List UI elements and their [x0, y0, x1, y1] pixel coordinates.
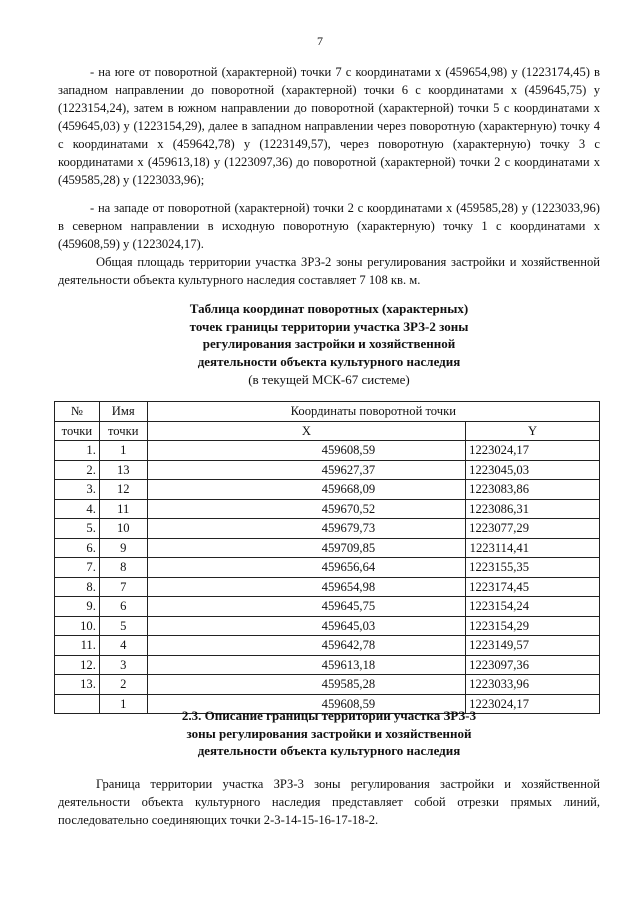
- area-text: Общая площадь территории участка ЗРЗ-2 зоны регулирования застройки и хозяйственной деятельности объекта культурного наследия составляет 7 108 кв. м.: [58, 255, 600, 287]
- table-row: [55, 597, 600, 617]
- cell-num: 9.: [55, 597, 100, 617]
- cell-name: 1: [99, 694, 147, 714]
- south-boundary-paragraph: [58, 63, 600, 189]
- cell-x: 459645,03: [147, 616, 466, 636]
- coordinates-table: [54, 401, 600, 714]
- table-title-line-3: регулирования застройки и хозяйственной: [202, 336, 456, 351]
- cell-name: 3: [99, 655, 147, 675]
- table-row: [55, 675, 600, 695]
- table-row: [55, 616, 600, 636]
- cell-num: 12.: [55, 655, 100, 675]
- cell-y: 1223154,24: [466, 597, 600, 617]
- south-boundary-text: - на юге от поворотной (характерной) точки 7 с координатами x (459654,98) y (1223174,45) в западном направлении до поворотной (характерной) точки 6 с координатами x (459645,75) y (1223154,24), затем в южном направлении до поворотной (характерной) точки 5 с координатами x (459645,03) y (1223154,29), далее в западном направлении через поворотную (характерную) точку 4 с координатами x (459642,78) y (1223149,57), через поворотную (характерную) точку 3 с координатами x (459613,18) y (1223097,36) до поворотной (характерной) точки 2 с координатами x (459585,28) y (1223033,96);: [58, 65, 600, 187]
- cell-num: 7.: [55, 558, 100, 578]
- boundary-text: Граница территории участка ЗРЗ-3 зоны регулирования застройки и хозяйственной деятельности объекта культурного наследия представляет собой отрезки прямых линий, последовательно соединяющих точки 2-3-14-15-16-17-18-2.: [58, 777, 600, 827]
- cell-num: 13.: [55, 675, 100, 695]
- cell-x: 459709,85: [147, 538, 466, 558]
- cell-num: 11.: [55, 636, 100, 656]
- cell-x: 459608,59: [147, 694, 466, 714]
- section-heading-line-3: деятельности объекта культурного наследия: [197, 743, 461, 758]
- cell-x: 459642,78: [147, 636, 466, 656]
- cell-num: 3.: [55, 480, 100, 500]
- table-subtitle: (в текущей МСК-67 системе): [248, 372, 410, 387]
- header-y: Y: [466, 421, 600, 441]
- table-title-line-1: Таблица координат поворотных (характерных): [189, 301, 469, 316]
- west-boundary-paragraph: [58, 199, 600, 253]
- cell-y: 1223154,29: [466, 616, 600, 636]
- table-row: [55, 538, 600, 558]
- cell-name: 6: [99, 597, 147, 617]
- boundary-paragraph: [58, 775, 600, 829]
- cell-y: 1223174,45: [466, 577, 600, 597]
- cell-name: 13: [99, 460, 147, 480]
- cell-num: 4.: [55, 499, 100, 519]
- cell-x: 459627,37: [147, 460, 466, 480]
- table-title-line-2: точек границы территории участка ЗРЗ-2 зоны: [189, 318, 469, 334]
- cell-y: 1223114,41: [466, 538, 600, 558]
- cell-y: 1223155,35: [466, 558, 600, 578]
- cell-x: 459613,18: [147, 655, 466, 675]
- table-row: [55, 655, 600, 675]
- section-heading-line-2: зоны регулирования застройки и хозяйственной: [186, 725, 472, 741]
- cell-y: 1223024,17: [466, 441, 600, 461]
- cell-name: 7: [99, 577, 147, 597]
- cell-x: 459645,75: [147, 597, 466, 617]
- page-number: 7: [317, 34, 323, 48]
- cell-x: 459585,28: [147, 675, 466, 695]
- cell-y: 1223077,29: [466, 519, 600, 539]
- cell-y: 1223083,86: [466, 480, 600, 500]
- cell-name: 10: [99, 519, 147, 539]
- table-row: [55, 499, 600, 519]
- cell-num: 5.: [55, 519, 100, 539]
- header-coords: Координаты поворотной точки: [147, 402, 599, 422]
- header-num-top: №: [55, 402, 100, 422]
- table-row: [55, 519, 600, 539]
- coordinates-table-body: [55, 441, 600, 714]
- section-heading: [58, 707, 600, 760]
- cell-num: 6.: [55, 538, 100, 558]
- cell-y: 1223086,31: [466, 499, 600, 519]
- table-title: [58, 300, 600, 370]
- cell-name: 4: [99, 636, 147, 656]
- west-boundary-text: - на западе от поворотной (характерной) точки 2 с координатами x (459585,28) y (1223033,96) в северном направлении в исходную поворотную (характерную) точку 1 с координатами x (459608,59) y (1223024,17).: [58, 201, 600, 251]
- table-row: [55, 480, 600, 500]
- cell-y: 1223045,03: [466, 460, 600, 480]
- cell-x: 459668,09: [147, 480, 466, 500]
- cell-num: 1.: [55, 441, 100, 461]
- header-name-top: Имя: [99, 402, 147, 422]
- cell-name: 5: [99, 616, 147, 636]
- cell-num: 2.: [55, 460, 100, 480]
- cell-name: 2: [99, 675, 147, 695]
- cell-name: 9: [99, 538, 147, 558]
- cell-x: 459670,52: [147, 499, 466, 519]
- cell-y: 1223024,17: [466, 694, 600, 714]
- table-row: [55, 441, 600, 461]
- table-title-line-4: деятельности объекта культурного наследия: [197, 353, 461, 369]
- cell-name: 12: [99, 480, 147, 500]
- cell-x: 459654,98: [147, 577, 466, 597]
- cell-name: 8: [99, 558, 147, 578]
- cell-num: 10.: [55, 616, 100, 636]
- cell-num: 8.: [55, 577, 100, 597]
- area-paragraph: [58, 253, 600, 289]
- header-num-bottom: точки: [55, 421, 100, 441]
- cell-x: 459679,73: [147, 519, 466, 539]
- cell-name: 1: [99, 441, 147, 461]
- table-row: [55, 460, 600, 480]
- table-row: [55, 636, 600, 656]
- section-heading-line-1: 2.3. Описание границы территории участка ЗРЗ-3: [181, 708, 477, 723]
- cell-name: 11: [99, 499, 147, 519]
- cell-y: 1223149,57: [466, 636, 600, 656]
- cell-y: 1223097,36: [466, 655, 600, 675]
- table-row: [55, 558, 600, 578]
- table-row: [55, 577, 600, 597]
- header-name-bottom: точки: [99, 421, 147, 441]
- header-x: X: [147, 421, 466, 441]
- cell-x: 459608,59: [147, 441, 466, 461]
- cell-x: 459656,64: [147, 558, 466, 578]
- cell-y: 1223033,96: [466, 675, 600, 695]
